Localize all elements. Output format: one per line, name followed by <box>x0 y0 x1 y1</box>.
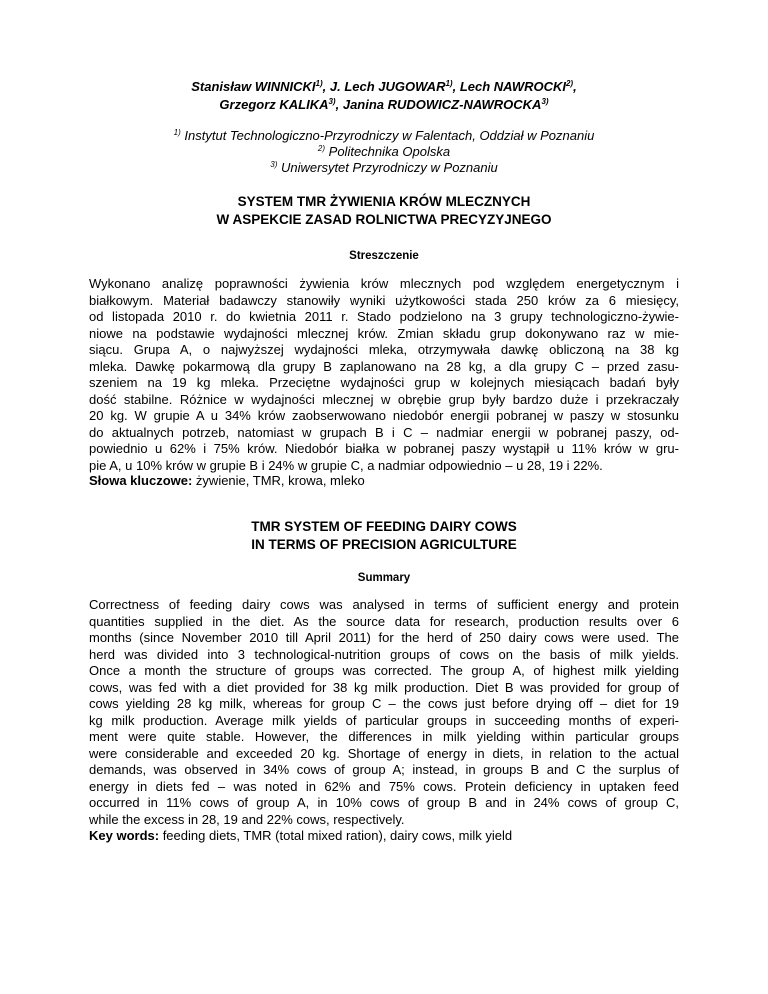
english-keywords <box>89 828 679 843</box>
abstract-line: energy in diets fed – was noted in 62% and 75% cows. Protein deficiency in uptaken feed <box>89 778 679 794</box>
abstract-line: mleka. Dawkę pokarmową dla grupy B zaplanowano na 28 kg, a dla grupy C – przed zasu- <box>89 358 679 374</box>
affiliation-text: Instytut Technologiczno-Przyrodniczy w Falentach, Oddział w Poznaniu <box>180 128 595 143</box>
author-affil-ref: 1) <box>445 79 453 88</box>
polish-section-heading: Streszczenie <box>349 250 419 262</box>
author-sep: , <box>452 79 460 94</box>
affiliation <box>89 144 679 160</box>
author-name: J. Lech JUGOWAR <box>329 79 446 94</box>
author-sep: , <box>322 79 330 94</box>
author-line-1 <box>89 78 679 96</box>
author-name: Janina RUDOWICZ-NAWROCKA <box>342 97 542 112</box>
english-title <box>89 518 679 554</box>
affiliation-number: 3) <box>270 160 278 169</box>
abstract-line: do aktualnych potrzeb, natomiast w grupach B i C – nadmiar energii w pobranej paszy, od- <box>89 424 679 440</box>
keywords-label: Key words: <box>89 828 160 843</box>
abstract-line: occurred in 11% cows of group A, in 10% cows of group B and in 24% cows of group C, <box>89 795 679 810</box>
author-name: Lech NAWROCKI <box>459 79 566 94</box>
author-name: Grzegorz KALIKA <box>219 97 329 112</box>
abstract-line: Correctness of feeding dairy cows was analysed in terms of sufficient energy and protein <box>89 597 679 612</box>
title-line: TMR SYSTEM OF FEEDING DAIRY COWS <box>251 519 517 534</box>
keywords-label: Słowa kluczowe: <box>89 473 193 488</box>
abstract-line: herd was divided into 3 technological-nutrition groups of cows on the basis of milk yields. <box>89 646 679 662</box>
keywords-text: żywienie, TMR, krowa, mleko <box>192 473 365 488</box>
abstract-line: while the excess in 28, 19 and 22% cows, respectively. <box>89 811 405 827</box>
author-name: Stanisław WINNICKI <box>191 79 316 94</box>
polish-title <box>89 193 679 229</box>
author-affil-ref: 1) <box>315 79 323 88</box>
abstract-line: quantities supplied in the diet. As the source data for research, production results over 6 <box>89 613 679 629</box>
affiliation-text: Uniwersytet Przyrodniczy w Poznaniu <box>277 160 498 175</box>
author-line-2 <box>89 96 679 114</box>
abstract-line: ment were quite stable. However, the differences in milk yielding within particular groups <box>89 729 679 744</box>
author-list <box>89 78 679 114</box>
author-sep: , <box>335 97 343 112</box>
abstract-line: siącu. Grupa A, o najwyższej wydajności mleka, otrzymywała dawkę obliczoną na 38 kg <box>89 342 679 357</box>
abstract-line: cows, was fed with a diet provided for 38 kg milk production. Diet B was provided for group of <box>89 679 679 695</box>
abstract-line: cows yielding 28 kg milk, whereas for group C – the cows just before drying off – diet for 19 <box>89 696 679 711</box>
affiliation-number: 2) <box>317 144 326 153</box>
abstract-line: Once a month the structure of groups was corrected. The group A, of highest milk yielding <box>89 663 679 678</box>
english-section-heading: Summary <box>357 572 411 584</box>
author-affil-ref: 2) <box>565 79 574 88</box>
affiliation <box>89 128 679 144</box>
affiliation-list <box>89 128 679 176</box>
author-affil-ref: 3) <box>541 97 549 106</box>
abstract-line: od listopada 2010 r. do kwietnia 2011 r. Stado podzielono na 3 grupy technologiczno-żywie- <box>89 309 679 324</box>
abstract-line: kg milk production. Average milk yields of particular groups in succeeding months of experi- <box>89 712 679 728</box>
abstract-line: szeniem na 19 kg mleka. Przeciętne wydajności grup w kolejnych miesiącach badań były <box>89 375 679 390</box>
polish-abstract <box>89 276 679 474</box>
affiliation-text: Politechnika Opolska <box>325 144 451 159</box>
keywords-text: feeding diets, TMR (total mixed ration), dairy cows, milk yield <box>159 828 513 843</box>
abstract-line: dość stabilne. Różnice w wydajności mlecznej w obrębie grup były bardzo duże i przekraczały <box>89 391 679 407</box>
abstract-line: białkowym. Materiał badawczy stanowiły wyniki użytkowości stada 250 krów za 6 miesięcy, <box>89 292 679 308</box>
abstract-line: were considerable and exceeded 20 kg. Shortage of energy in diets, in relation to the actual <box>89 745 679 761</box>
abstract-line: pie A, u 10% krów w grupie B i 24% w grupie C, a nadmiar odpowiednio – u 28, 19 i 22%. <box>89 457 603 473</box>
author-sep: , <box>573 79 577 94</box>
english-abstract <box>89 597 679 828</box>
abstract-line: niowe na podstawie wydajności mlecznej krów. Zmian składu grup dokonywano raz w mie- <box>89 325 679 341</box>
affiliation <box>89 160 679 176</box>
affiliation-number: 1) <box>173 128 181 137</box>
title-line: IN TERMS OF PRECISION AGRICULTURE <box>251 537 517 552</box>
abstract-line: Wykonano analizę poprawności żywienia krów mlecznych pod względem energetycznym i <box>89 276 679 291</box>
author-affil-ref: 3) <box>328 97 336 106</box>
abstract-line: demands, was observed in 34% cows of group A; instead, in groups B and C the surplus of <box>89 762 679 777</box>
title-line: SYSTEM TMR ŻYWIENIA KRÓW MLECZNYCH <box>237 194 531 209</box>
abstract-line: months (since November 2010 till April 2011) for the herd of 250 dairy cows were used. The <box>89 630 679 645</box>
title-line: W ASPEKCIE ZASAD ROLNICTWA PRECYZYJNEGO <box>216 212 552 227</box>
abstract-line: 20 kg. W grupie A u 34% krów zaobserwowano niedobór energii pobranej w paszy w stosunku <box>89 408 679 423</box>
polish-keywords <box>89 473 679 488</box>
abstract-line: powiednio u 62% i 75% krów. Niedobór białka w pobranej paszy wystąpił u 11% krów w gru- <box>89 441 679 456</box>
